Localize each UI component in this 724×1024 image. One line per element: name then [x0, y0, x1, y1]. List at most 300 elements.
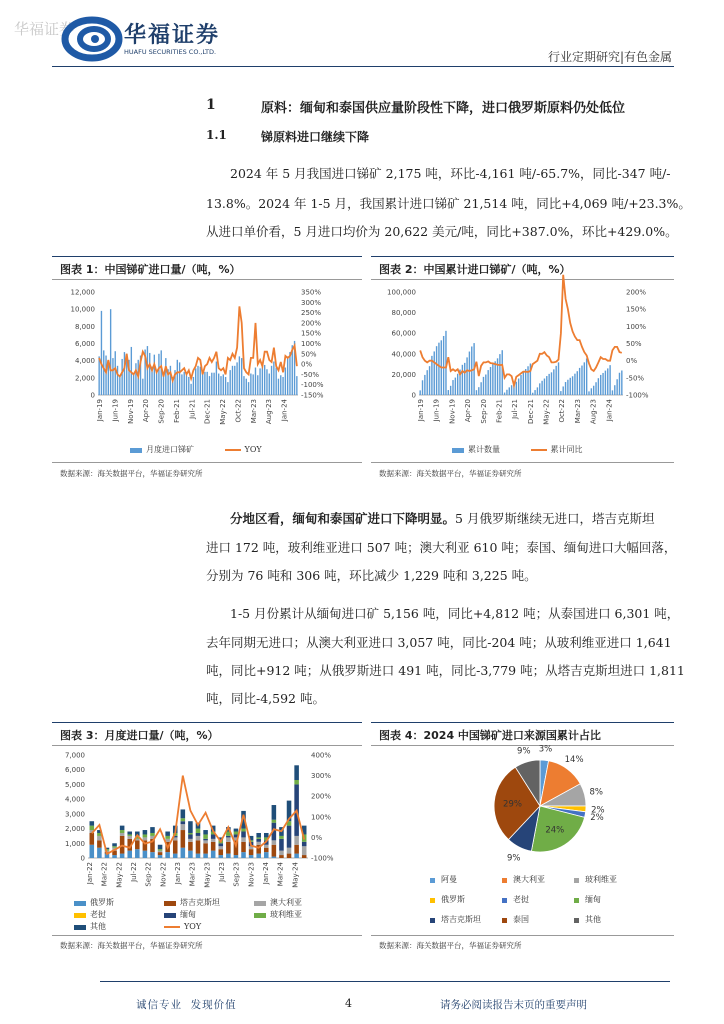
- para3-line2: 去年同期无进口；从澳大利亚进口 3,057 吨，同比-204 吨；从玻利维亚进口 1,641: [206, 635, 672, 650]
- bar: [443, 336, 444, 395]
- header-rule: [52, 66, 674, 67]
- bar: [455, 378, 456, 395]
- bar: [532, 393, 533, 395]
- bar: [181, 374, 182, 395]
- y2-tick-label: 350%: [301, 288, 322, 297]
- fig1-legend-bar-label: 月度进口锑矿: [146, 445, 194, 454]
- x-tick-label: May-22: [219, 399, 228, 425]
- x-tick-label: Dec-21: [526, 399, 535, 424]
- bar-缅甸: [256, 839, 261, 842]
- bar: [483, 377, 484, 395]
- bar-塔吉克斯坦: [211, 842, 216, 851]
- bar-玻利维亚: [256, 837, 261, 838]
- section-1-1-title: 锑原料进口继续下降: [261, 130, 370, 144]
- y-tick-label: 1,000: [64, 839, 85, 848]
- fig3-legend-item: 老挝: [74, 909, 164, 921]
- x-tick-label: Sep-23: [232, 862, 241, 887]
- y2-tick-label: 50%: [301, 350, 317, 359]
- bar: [579, 368, 580, 395]
- fig2-legend: [452, 444, 583, 455]
- fig1-title-rule: [52, 279, 362, 280]
- para2-line2: 进口 172 吨，玻利维亚进口 507 吨；澳大利亚 610 吨；泰国、缅甸进口大幅回落，: [206, 540, 677, 555]
- bar: [511, 385, 512, 395]
- bar: [101, 311, 102, 395]
- para1-line2: 13.8%。2024 年 1-5 月，我国累计进口锑矿 21,514 吨，同比+4,069 吨/+23.3%。: [206, 196, 691, 211]
- bar-塔吉克斯坦: [181, 830, 186, 848]
- page-number: 4: [345, 997, 352, 1010]
- bar-其他: [234, 829, 239, 832]
- bar: [591, 388, 592, 395]
- bar: [551, 372, 552, 395]
- fig4-legend: [430, 870, 660, 930]
- bar-俄罗斯: [143, 851, 148, 858]
- bar: [220, 376, 221, 395]
- bar-玻利维亚: [158, 849, 163, 850]
- bar: [616, 379, 617, 395]
- fig1-legend-bar: [130, 445, 194, 454]
- para3-line1: 1-5 月份累计从缅甸进口矿 5,156 吨，同比+4,812 吨；从泰国进口 6,301 吨，: [230, 606, 680, 621]
- fig3-source: 数据来源：海关数据平台，华福证券研究所: [60, 941, 203, 950]
- y-tick-label: 0: [80, 854, 85, 863]
- bar: [213, 373, 214, 395]
- bar: [165, 358, 166, 395]
- bar: [584, 362, 585, 395]
- bar: [105, 356, 106, 395]
- bar: [234, 366, 235, 395]
- bar-俄罗斯: [127, 851, 132, 858]
- fig2-title: 图表 2：中国累计进口锑矿/（吨，%）: [379, 263, 571, 276]
- y-tick-label: 4,000: [74, 357, 95, 366]
- fig4-bottom-rule: [371, 935, 674, 936]
- fig2-source: 数据来源：海关数据平台，华福证券研究所: [379, 469, 522, 478]
- fig4-legend-item: 阿曼: [430, 870, 502, 890]
- bar-塔吉克斯坦: [196, 840, 201, 853]
- fig4-chart: [440, 744, 640, 864]
- bar-其他: [158, 845, 163, 849]
- bar: [229, 370, 230, 395]
- bar: [464, 363, 465, 395]
- bar: [103, 350, 104, 395]
- fig1-source: 数据来源：海关数据平台，华福证券研究所: [60, 469, 203, 478]
- bar-玻利维亚: [112, 846, 117, 847]
- bar: [476, 390, 477, 395]
- pie-label-缅甸: 24%: [545, 825, 565, 836]
- bar-俄罗斯: [120, 854, 125, 858]
- bar-缅甸: [188, 834, 193, 838]
- bar-澳大利亚: [196, 836, 201, 840]
- bar: [466, 357, 467, 395]
- bar-其他: [203, 830, 208, 834]
- bar: [586, 358, 587, 395]
- pie-label-阿曼: 3%: [538, 744, 553, 755]
- logo-swirl-icon: [62, 16, 122, 62]
- bar: [255, 368, 256, 395]
- bar: [232, 366, 233, 395]
- fig4-legend-item: 澳大利亚: [502, 870, 574, 890]
- x-tick-label: Aug-23: [265, 399, 274, 425]
- section-1-title: 原料：缅甸和泰国供应量阶段性下降，进口俄罗斯原料仍处低位: [261, 101, 626, 116]
- bar: [504, 393, 505, 395]
- y2-tick-label: -150%: [301, 391, 324, 400]
- bar: [452, 380, 453, 395]
- fig1-legend-line-label: YOY: [244, 445, 262, 454]
- y2-tick-label: -100%: [311, 854, 334, 863]
- bar: [188, 377, 189, 395]
- bar-缅甸: [287, 826, 292, 848]
- bar-澳大利亚: [287, 848, 292, 854]
- bar: [216, 362, 217, 395]
- bar-塔吉克斯坦: [279, 855, 284, 858]
- bar-俄罗斯: [211, 851, 216, 858]
- bar-玻利维亚: [241, 829, 246, 832]
- x-tick-label: Jan-19: [96, 399, 104, 422]
- bar: [462, 365, 463, 395]
- fig3-legend-item: 俄罗斯: [74, 897, 164, 909]
- bar-俄罗斯: [150, 852, 155, 858]
- bar-其他: [272, 805, 277, 820]
- x-tick-label: Sep-20: [157, 399, 166, 424]
- y2-tick-label: 50%: [626, 340, 642, 348]
- bar-澳大利亚: [272, 840, 277, 844]
- bar-玻利维亚: [279, 836, 284, 839]
- bar: [518, 379, 519, 395]
- bar-其他: [112, 843, 117, 846]
- y2-tick-label: 400%: [311, 751, 332, 760]
- bar: [186, 375, 187, 395]
- bar: [523, 372, 524, 395]
- fig3-legend-item: 澳大利亚: [254, 897, 344, 909]
- bar: [544, 379, 545, 395]
- fig1-top-rule: [52, 256, 362, 257]
- y-tick-label: 60,000: [391, 329, 416, 338]
- bar-其他: [256, 833, 261, 837]
- x-tick-label: Jan-22: [86, 862, 94, 885]
- bar-其他: [165, 832, 170, 836]
- x-tick-label: Jan-24: [280, 399, 289, 422]
- bar: [285, 368, 286, 395]
- bar: [480, 382, 481, 395]
- bar-俄罗斯: [188, 851, 193, 858]
- y-tick-label: 2,000: [64, 825, 85, 834]
- bar-俄罗斯: [97, 848, 102, 858]
- bar-澳大利亚: [264, 845, 269, 848]
- pie-label-澳大利亚: 14%: [564, 755, 584, 766]
- bar: [558, 362, 559, 395]
- logo-cn: 华福证券: [124, 23, 221, 48]
- bar-俄罗斯: [112, 855, 117, 858]
- bar: [419, 390, 420, 395]
- bar-俄罗斯: [158, 855, 163, 858]
- bar: [577, 371, 578, 395]
- bar: [516, 382, 517, 395]
- bar: [280, 375, 281, 395]
- bar-玻利维亚: [120, 830, 125, 833]
- fig3-title: 图表 3：月度进口量/（吨，%）: [60, 729, 219, 742]
- bar: [207, 372, 208, 395]
- bar: [539, 383, 540, 395]
- bar: [115, 351, 116, 395]
- x-tick-label: Aug-23: [589, 399, 598, 425]
- fig1-bottom-rule: [52, 462, 362, 463]
- bar: [509, 387, 510, 395]
- bar-澳大利亚: [120, 833, 125, 836]
- bar-塔吉克斯坦: [188, 842, 193, 851]
- bar-塔吉克斯坦: [294, 845, 299, 854]
- bar: [588, 391, 589, 395]
- y-tick-label: 2,000: [74, 374, 95, 383]
- y2-tick-label: -50%: [626, 374, 645, 383]
- bar: [248, 382, 249, 395]
- fig4-source: 数据来源：海关数据平台，华福证券研究所: [379, 941, 522, 950]
- bar: [527, 366, 528, 395]
- fig4-top-rule: [371, 722, 674, 723]
- x-tick-label: Jan-24: [262, 862, 270, 885]
- bar: [492, 363, 493, 395]
- fig2-top-rule: [371, 256, 674, 257]
- bar: [457, 374, 458, 395]
- bar: [133, 374, 134, 395]
- y-tick-label: 3,000: [64, 810, 85, 819]
- bar: [469, 352, 470, 395]
- bar-俄罗斯: [234, 855, 239, 858]
- bar: [195, 368, 196, 395]
- bar-其他: [264, 833, 269, 837]
- bar: [296, 376, 297, 395]
- bar: [282, 377, 283, 395]
- fig3-legend: [74, 897, 344, 933]
- bar-澳大利亚: [97, 836, 102, 840]
- bar-俄罗斯: [294, 854, 299, 858]
- bar-澳大利亚: [241, 837, 246, 841]
- bar: [438, 343, 439, 395]
- x-tick-label: Oct-22: [558, 399, 567, 423]
- y-tick-label: 5,000: [64, 780, 85, 789]
- bar: [246, 379, 247, 395]
- bar-澳大利亚: [302, 846, 307, 855]
- bar: [541, 381, 542, 395]
- bar-俄罗斯: [165, 852, 170, 858]
- x-tick-label: Nov-23: [247, 862, 256, 887]
- bar-玻利维亚: [188, 833, 193, 834]
- bar: [422, 380, 423, 395]
- watermark-text: 华福证券: [14, 20, 75, 38]
- bar: [490, 367, 491, 395]
- bar-塔吉克斯坦: [173, 840, 178, 853]
- bar-其他: [143, 830, 148, 834]
- y2-tick-label: 150%: [626, 305, 647, 314]
- bar-其他: [127, 832, 132, 835]
- bar: [495, 361, 496, 395]
- bar: [506, 390, 507, 395]
- pie-label-玻利维亚: 8%: [589, 787, 603, 798]
- bar: [607, 368, 608, 395]
- bar: [110, 309, 111, 395]
- para2-lead: 分地区看，缅甸和泰国矿进口下降明显。: [230, 511, 456, 526]
- company-logo: [62, 16, 262, 62]
- bar-塔吉克斯坦: [302, 855, 307, 858]
- bar: [200, 367, 201, 395]
- yoy-line: [420, 275, 622, 386]
- bar: [204, 372, 205, 395]
- bar-玻利维亚: [234, 832, 239, 835]
- y-tick-label: 4,000: [64, 795, 85, 804]
- bar-塔吉克斯坦: [264, 848, 269, 852]
- bar: [560, 391, 561, 395]
- bar: [614, 385, 615, 395]
- bar: [612, 390, 613, 395]
- bar: [197, 366, 198, 395]
- bar-澳大利亚: [256, 842, 261, 845]
- bar: [98, 356, 99, 395]
- bar-俄罗斯: [256, 854, 261, 858]
- y2-tick-label: 300%: [311, 772, 332, 781]
- x-tick-label: Mar-24: [276, 862, 285, 887]
- bar-澳大利亚: [226, 837, 231, 841]
- bar: [241, 358, 242, 395]
- fig2-legend-line-label: 累计同比: [550, 445, 583, 454]
- bar-澳大利亚: [188, 839, 193, 842]
- bar: [209, 376, 210, 395]
- bar: [184, 372, 185, 395]
- bar-俄罗斯: [203, 854, 208, 858]
- x-tick-label: Nov-19: [448, 399, 457, 424]
- bar-塔吉克斯坦: [158, 852, 163, 855]
- bar: [593, 386, 594, 395]
- y2-tick-label: 250%: [301, 309, 322, 318]
- bar: [154, 355, 155, 395]
- y-tick-label: 100,000: [387, 288, 416, 297]
- bar: [572, 376, 573, 395]
- bar: [602, 373, 603, 395]
- y2-tick-label: 100%: [301, 340, 322, 348]
- bar: [478, 387, 479, 395]
- bar-玻利维亚: [196, 829, 201, 833]
- bar: [124, 352, 125, 395]
- x-tick-label: Mar-23: [249, 399, 258, 424]
- bar: [429, 366, 430, 395]
- y-tick-label: 8,000: [74, 322, 95, 331]
- bar-其他: [181, 809, 186, 818]
- bar: [546, 376, 547, 395]
- x-tick-label: Dec-21: [203, 399, 212, 424]
- fig3-top-rule: [52, 722, 362, 723]
- y2-tick-label: -50%: [301, 370, 320, 379]
- fig4-legend-item: 塔吉克斯坦: [430, 910, 502, 930]
- bar-缅甸: [241, 832, 246, 838]
- y-tick-label: 20,000: [391, 370, 416, 379]
- bar: [158, 354, 159, 395]
- bar-俄罗斯: [90, 845, 95, 858]
- fig4-legend-item: 老挝: [502, 890, 574, 910]
- bar: [605, 371, 606, 395]
- fig1-legend: [130, 444, 262, 455]
- bar-澳大利亚: [211, 839, 216, 842]
- x-tick-label: May-23: [203, 862, 212, 888]
- x-tick-label: Mar-23: [573, 399, 582, 424]
- bar: [621, 370, 622, 395]
- x-tick-label: May-24: [291, 862, 300, 888]
- bar: [121, 359, 122, 395]
- bar: [112, 358, 113, 395]
- y2-tick-label: -100%: [301, 381, 324, 390]
- footer-rule: [100, 981, 670, 982]
- y-tick-label: 12,000: [70, 288, 95, 297]
- bar: [537, 387, 538, 395]
- bar: [236, 362, 237, 395]
- bar-玻利维亚: [294, 780, 299, 784]
- x-tick-label: May-22: [115, 862, 124, 888]
- fig2-chart: [371, 283, 671, 458]
- x-tick-label: Nov-19: [126, 399, 135, 424]
- bar: [250, 374, 251, 395]
- bar: [252, 374, 253, 395]
- x-tick-label: Jun-19: [111, 399, 120, 422]
- bar: [119, 375, 120, 395]
- bar-俄罗斯: [226, 854, 231, 858]
- footer-slogan: 诚信专业 发现价值: [136, 999, 237, 1011]
- bar-俄罗斯: [272, 857, 277, 858]
- fig2-title-rule: [371, 279, 674, 280]
- y2-tick-label: 200%: [301, 319, 322, 328]
- bar-塔吉克斯坦: [241, 842, 246, 852]
- x-tick-label: May-22: [542, 399, 551, 425]
- bar: [450, 386, 451, 395]
- bar: [257, 375, 258, 395]
- y-tick-label: 10,000: [70, 305, 95, 314]
- section-1-number: 1: [206, 97, 216, 113]
- x-tick-label: Jul-22: [130, 862, 138, 882]
- fig4-legend-item: 泰国: [502, 910, 574, 930]
- fig1-legend-line: [225, 445, 262, 454]
- bar: [266, 369, 267, 395]
- footer-disclaimer: 请务必阅读报告末页的重要声明: [440, 999, 587, 1011]
- bar-缅甸: [203, 839, 208, 840]
- bar-俄罗斯: [196, 854, 201, 858]
- bar: [609, 365, 610, 395]
- bar-缅甸: [181, 821, 186, 824]
- bar: [149, 353, 150, 395]
- bar-澳大利亚: [279, 851, 284, 855]
- para3-line4: 吨，同比-4,592 吨。: [206, 691, 325, 706]
- bar-塔吉克斯坦: [218, 849, 223, 855]
- y-tick-label: 0: [411, 391, 416, 400]
- y2-tick-label: 0%: [311, 833, 323, 842]
- bar: [142, 379, 143, 395]
- bar-玻利维亚: [203, 834, 208, 838]
- bar: [434, 351, 435, 395]
- bar: [619, 373, 620, 395]
- bar-其他: [294, 765, 299, 780]
- bar: [525, 369, 526, 395]
- x-tick-label: Jul-23: [218, 862, 226, 882]
- bar-缅甸: [196, 833, 201, 836]
- fig3-legend-item: 缅甸: [164, 909, 254, 921]
- bar-俄罗斯: [173, 854, 178, 858]
- bar-玻利维亚: [181, 818, 186, 821]
- y2-tick-label: 150%: [301, 329, 322, 338]
- fig4-legend-item: 缅甸: [574, 890, 646, 910]
- y-tick-label: 0: [90, 391, 95, 400]
- x-tick-label: Apr-20: [142, 399, 151, 423]
- fig3-legend-item: YOY: [164, 921, 254, 933]
- fig2-legend-bar: [452, 445, 500, 454]
- bar-其他: [150, 827, 155, 833]
- x-tick-label: Sep-22: [144, 862, 153, 887]
- bar-缅甸: [226, 836, 231, 837]
- pie-label-其他: 9%: [517, 746, 531, 757]
- x-tick-label: Feb-21: [172, 399, 181, 423]
- bar: [287, 356, 288, 395]
